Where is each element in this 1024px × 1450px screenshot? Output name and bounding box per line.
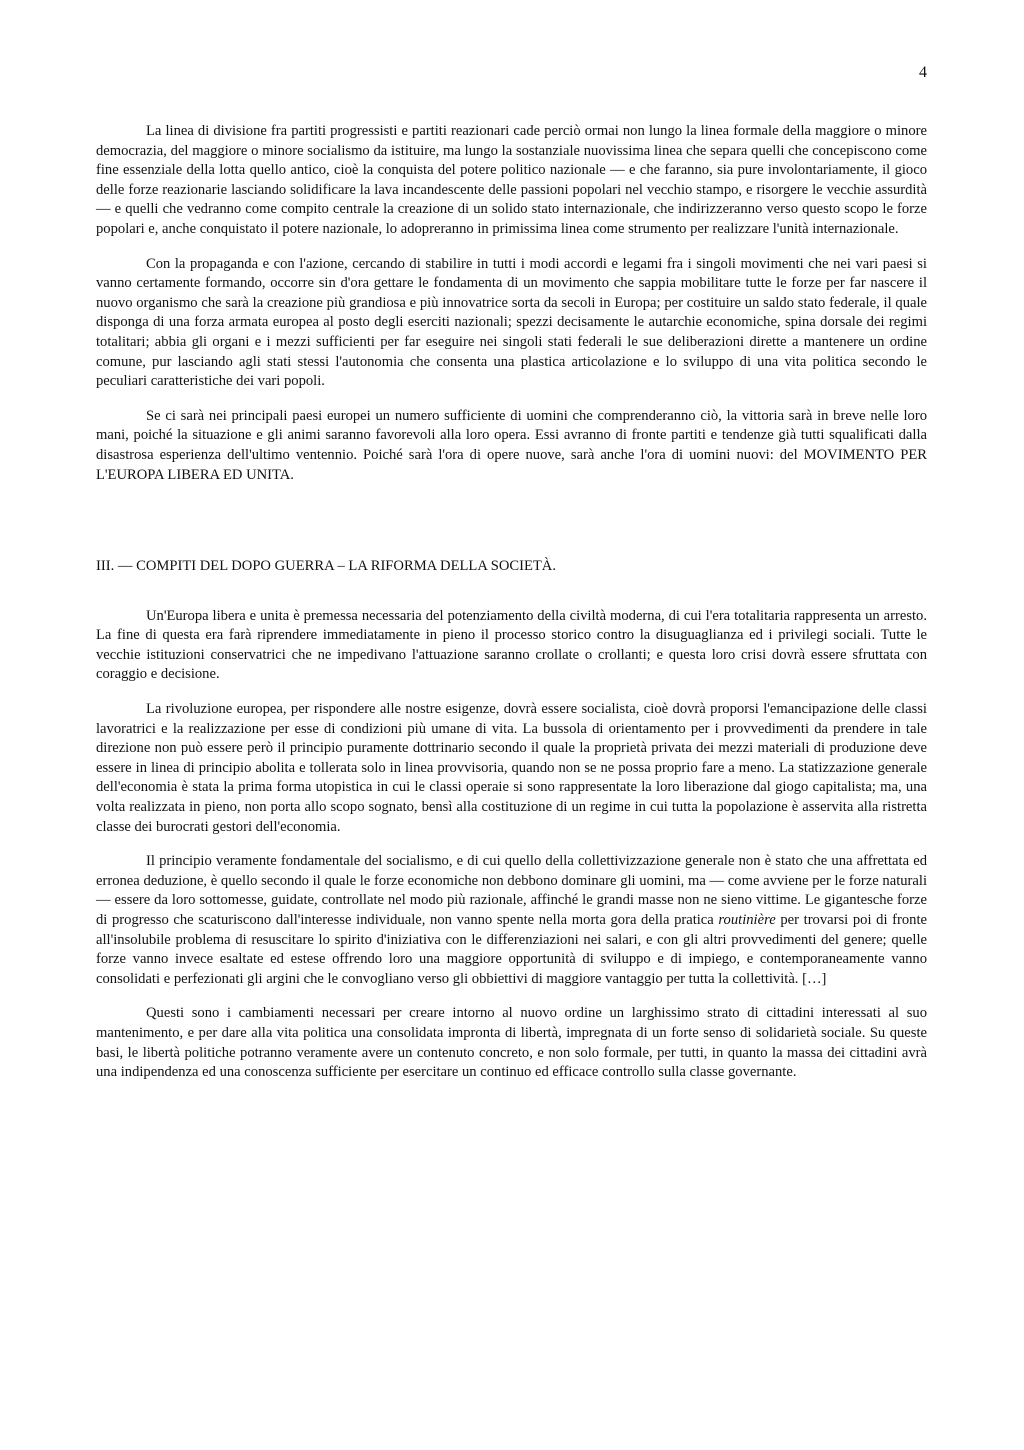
paragraph-propaganda: Con la propaganda e con l'azione, cercando di stabilire in tutti i modi accordi e legami fra i singoli movimenti che nei vari paesi si vanno certamente formando, occorre sin d'ora gettare le fondamenta di un movimento che sappia mobilitare tutte le forze per far nascere il nuovo organismo che sarà la creazione più grandiosa e più innovatrice sorta da secoli in Europa; per costituire un saldo stato federale, il quale disponga di una forza armata europea al posto degli eserciti nazionali; spezzi decisamente le autarchie economiche, spina dorsale dei regimi totalitari; abbia gli organi e i mezzi sufficienti per far eseguire nei singoli stati federali le sue deliberazioni dirette a mantenere un ordine comune, pur lasciando agli stati stessi l'autonomia che consenta una plastica articolazione e lo sviluppo di una vita politica secondo le peculiari caratteristiche dei vari popoli. bbox=[96, 255, 927, 390]
paragraph-necessary-changes: Questi sono i cambiamenti necessari per creare intorno al nuovo ordine un larghissimo strato di cittadini interessati al suo mantenimento, e per dare alla vita politica una consolidata impronta di libertà, impregnata di un forte senso di solidarietà sociale. Su queste basi, le libertà politiche potranno veramente avere un contenuto concreto, e non solo formale, per tutti, in quanto la massa dei cittadini avrà una indipendenza ed una conoscenza sufficiente per esercitare un continuo ed efficace controllo sulla classe governante. bbox=[96, 1005, 927, 1081]
section-heading: III. — COMPITI DEL DOPO GUERRA – LA RIFORMA DELLA SOCIETÀ. bbox=[96, 558, 556, 575]
page-number: 4 bbox=[919, 64, 927, 81]
paragraph-victory: Se ci sarà nei principali paesi europei un numero sufficiente di uomini che comprenderanno ciò, la vittoria sarà in breve nelle loro mani, poiché la situazione e gli animi saranno favorevoli alla loro opera. Essi avranno di fronte partiti e tendenze già tutti squalificati dalla disastrosa esperienza dell'ultimo ventennio. Poiché sarà l'ora di opere nuove, sarà anche l'ora di uomini nuovi: del MOVIMENTO PER L'EUROPA LIBERA ED UNITA. bbox=[96, 407, 927, 483]
paragraph-revolution: La rivoluzione europea, per rispondere alle nostre esigenze, dovrà essere socialista, cioè dovrà proporsi l'emancipazione delle classi lavoratrici e la realizzazione per esse di condizioni più umane di vita. La bussola di orientamento per i provvedimenti da prendere in tale direzione non può essere però il principio puramente dottrinario secondo il quale la proprietà privata dei mezzi materiali di produzione deve essere in linea di principio abolita e tollerata solo in linea provvisoria, quando non se ne possa proprio fare a meno. La statizzazione generale dell'economia è stata la prima forma utopistica in cui le classi operaie si sono rappresentate la loro liberazione dal giogo capitalista; ma, una volta realizzata in pieno, non porta allo scopo sognato, bensì alla costituzione di un regime in cui tutta la popolazione è asservita alla ristretta classe dei burocrati gestori dell'economia. bbox=[96, 701, 927, 835]
document-body bbox=[96, 122, 927, 1083]
paragraph-dividing-line: La linea di divisione fra partiti progressisti e partiti reazionari cade perciò ormai non lungo la linea formale della maggiore o minore democrazia, del maggiore o minore socialismo da istituire, ma lungo la sostanziale nuovissima linea che separa quelli che concepiscono come fine essenziale della lotta quello antico, cioè la conquista del potere politico nazionale — e che faranno, sia pure involontariamente, il gioco delle forze reazionarie lasciando solidificare la lava incandescente delle passioni popolari nel vecchio stampo, e risorgere le vecchie assurdità — e quelli che vedranno come compito centrale la creazione di un solido stato internazionale, che indirizzeranno verso questo scopo le forze popolari e, anche conquistato il potere nazionale, lo adopreranno in primissima linea come strumento per realizzare l'unità internazionale. bbox=[96, 123, 927, 237]
paragraph-socialism-principle: Il principio veramente fondamentale del socialismo, e di cui quello della collettivizzazione generale non è stato che una affrettata ed erronea deduzione, è quello secondo il quale le forze economiche non debbono dominare gli uomini, ma — come avviene per le forze naturali — essere da loro sottomesse, guidate, controllate nel modo più razionale, affinché le grandi masse non ne sieno vittime. Le gigantesche forze di progresso che scaturiscono dall'interesse individuale, non vanno spente nella morta gora della pratica routinière per trovarsi poi di fronte all'insolubile problema di resuscitare lo spirito d'iniziativa con le differenziazioni nei salari, e con gli altri provvedimenti del genere; quelle forze vanno invece esaltate ed estese offrendo loro una maggiore opportunità di sviluppo e di impiego, e contemporaneamente vanno consolidati e perfezionati gli argini che le convogliano verso gli obbiettivi di maggiore vantaggio per tutta la collettività. […] bbox=[96, 853, 927, 987]
paragraph-free-europe: Un'Europa libera e unita è premessa necessaria del potenziamento della civiltà moderna, di cui l'era totalitaria rappresenta un arresto. La fine di questa era farà riprendere immediatamente in pieno il processo storico contro la disuguaglianza ed i privilegi sociali. Tutte le vecchie istituzioni conservatrici che ne impedivano l'attuazione saranno crollate o crollanti; e questa loro crisi dovrà essere sfruttata con coraggio e decisione. bbox=[96, 607, 927, 683]
italic-term: routinière bbox=[718, 912, 776, 928]
